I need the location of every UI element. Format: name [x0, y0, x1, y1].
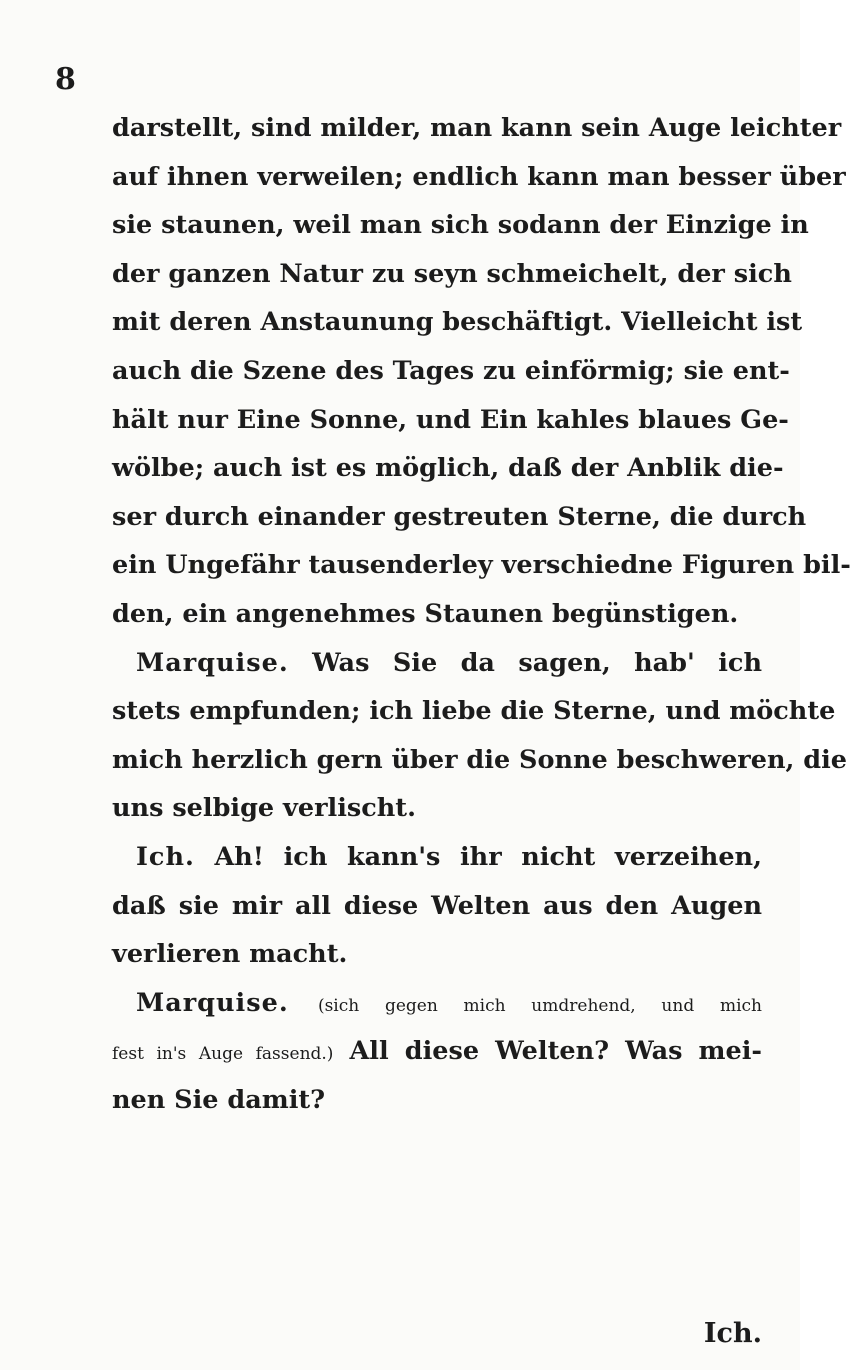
text-line: auf ihnen verweilen; endlich kann man besser über: [112, 161, 846, 192]
text-line: der ganzen Natur zu seyn schmeichelt, der sich: [112, 258, 792, 289]
speaker-name: Marquise.: [136, 647, 289, 678]
text-line: darstellt, sind milder, man kann sein Auge leichter: [112, 113, 842, 143]
text-line: hält nur Eine Sonne, und Ein kahles blaues Ge-: [112, 404, 789, 435]
text-line: stets empfunden; ich liebe die Sterne, und möchte: [112, 696, 836, 727]
stage-direction: fest in's Auge fassend.): [112, 1044, 334, 1065]
text-line: den, ein angenehmes Staunen begünstigen.: [112, 598, 739, 629]
text-line: auch die Szene des Tages zu einförmig; sie ent-: [112, 355, 790, 386]
dialogue-line: [112, 833, 762, 882]
text-line: mit deren Anstaunung beschäftigt. Vielleicht ist: [112, 307, 803, 338]
speaker-name: Marquise.: [136, 987, 289, 1018]
dialogue-text: Was Sie da sagen, hab' ich: [312, 647, 762, 678]
text-line: wölbe; auch ist es möglich, daß der Anblik die-: [112, 453, 784, 484]
dialogue-line: [112, 639, 762, 688]
text-line: nen Sie damit?: [112, 1084, 326, 1115]
dialogue-line: [112, 1027, 762, 1076]
dialogue-text: All diese Welten? Was mei-: [349, 1036, 762, 1067]
dialogue-text: Ah! ich kann's ihr nicht verzeihen,: [214, 841, 762, 872]
page-number: 8: [55, 62, 76, 97]
catchword: Ich.: [703, 1318, 762, 1349]
text-line: ein Ungefähr tausenderley verschiedne Figuren bil-: [112, 550, 851, 581]
text-line: ser durch einander gestreuten Sterne, die durch: [112, 501, 807, 532]
text-line: mich herzlich gern über die Sonne beschweren, die: [112, 744, 847, 775]
text-line: uns selbige verlischt.: [112, 793, 416, 824]
text-line: sie staunen, weil man sich sodann der Einzige in: [112, 210, 809, 241]
speaker-name: Ich.: [136, 841, 195, 872]
stage-direction: (sich gegen mich umdrehend, und mich: [317, 995, 762, 1016]
text-line: daß sie mir all diese Welten aus den Augen: [112, 890, 762, 921]
body-text: [112, 104, 851, 1124]
text-line: verlieren macht.: [112, 939, 348, 970]
dialogue-line: [112, 979, 762, 1028]
